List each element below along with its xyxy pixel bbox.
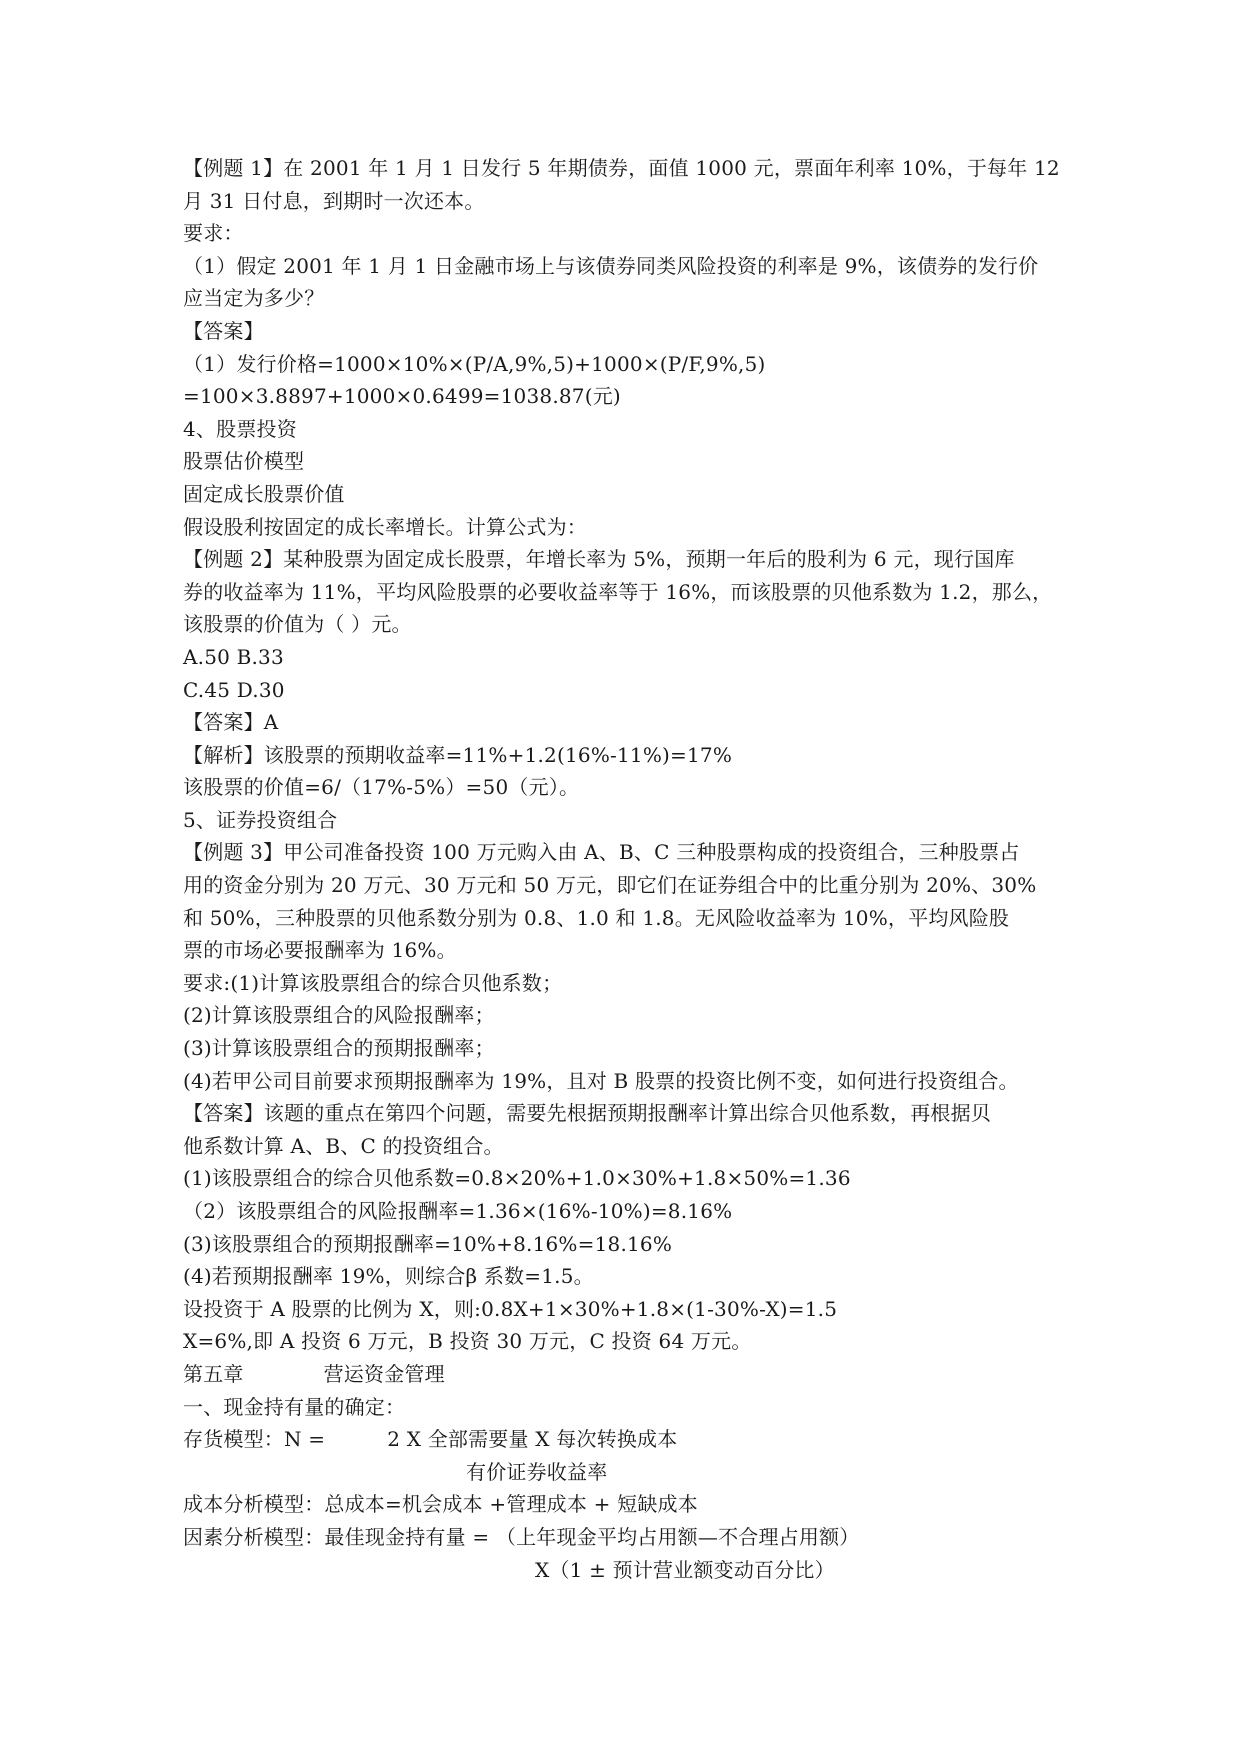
answer-3-equation: 设投资于 A 股票的比例为 X，则:0.8X+1×30%+1.8×(1-30%-X)=1.5 — [183, 1296, 838, 1321]
answer-3-line-1: 【答案】该题的重点在第四个问题，需要先根据预期报酬率计算出综合贝他系数，再根据贝 — [183, 1101, 991, 1126]
inventory-model-line — [183, 1423, 1063, 1456]
example-2-line-3: 该股票的价值为（ ）元。 — [183, 612, 412, 637]
section-cash-holding: 一、现金持有量的确定： — [183, 1394, 406, 1419]
inventory-model-denominator: 有价证券收益率 — [466, 1459, 608, 1484]
question-1-line-1: （1）假定 2001 年 1 月 1 日金融市场上与该债券同类风险投资的利率是 9%，该债券的发行价 — [183, 253, 1039, 278]
answer-3-step-3: (3)该股票组合的预期报酬率=10%+8.16%=18.16% — [183, 1231, 673, 1256]
section-portfolio: 5、证券投资组合 — [183, 807, 338, 832]
example-1-line-1: 【例题 1】在 2001 年 1 月 1 日发行 5 年期债券，面值 1000 元，票面年利率 10%，于每年 12 — [183, 156, 1060, 180]
options-ab: A.50 B.33 — [183, 644, 284, 669]
example-2-line-1: 【例题 2】某种股票为固定成长股票，年增长率为 5%，预期一年后的股利为 6 元，现行国库 — [183, 547, 1015, 572]
document-page — [183, 152, 1063, 1586]
analysis-2-line-1: 【解析】该股票的预期收益率=11%+1.2(16%-11%)=17% — [183, 742, 733, 767]
example-3-line-3: 和 50%，三种股票的贝他系数分别为 0.8、1.0 和 1.8。无风险收益率为 10%，平均风险股 — [183, 905, 1010, 930]
factor-model-line-1: 因素分析模型：最佳现金持有量 = （上年现金平均占用额—不合理占用额） — [183, 1524, 860, 1549]
answer-label: 【答案】 — [183, 318, 264, 343]
inventory-model-numerator: 2 X 全部需要量 X 每次转换成本 — [387, 1427, 678, 1452]
answer-3-step-4: (4)若预期报酬率 19%，则综合β 系数=1.5。 — [183, 1264, 594, 1289]
options-cd: C.45 D.30 — [183, 677, 285, 702]
stock-valuation-model: 股票估价模型 — [183, 449, 305, 474]
example-1-line-2: 月 31 日付息，到期时一次还本。 — [183, 188, 485, 213]
example-2-line-2: 券的收益率为 11%，平均风险股票的必要收益率等于 16%，而该股票的贝他系数为 1.2，那么， — [183, 579, 1053, 604]
inventory-model-label: 存货模型：N = — [183, 1427, 326, 1452]
requirement-3-1: 要求:(1)计算该股票组合的综合贝他系数； — [183, 970, 563, 995]
requirement-3-3: (3)计算该股票组合的预期报酬率； — [183, 1036, 495, 1061]
document-body — [183, 152, 1063, 1358]
example-3-line-2: 用的资金分别为 20 万元、30 万元和 50 万元，即它们在证券组合中的比重分别为 20%、30% — [183, 873, 1037, 898]
answer-3-step-2: （2）该股票组合的风险报酬率=1.36×(16%-10%)=8.16% — [183, 1199, 733, 1223]
answer-3-step-1: (1)该股票组合的综合贝他系数=0.8×20%+1.0×30%+1.8×50%=1.36 — [183, 1166, 851, 1191]
analysis-2-line-2: 该股票的价值=6/（17%-5%）=50（元）。 — [183, 775, 580, 800]
chapter-number: 第五章 — [183, 1361, 244, 1386]
answer-3-line-2: 他系数计算 A、B、C 的投资组合。 — [183, 1133, 504, 1158]
chapter-heading — [183, 1358, 1063, 1391]
chapter-title: 营运资金管理 — [323, 1361, 445, 1386]
answer-1-result: =100×3.8897+1000×0.6499=1038.87(元) — [183, 384, 621, 409]
example-3-line-1: 【例题 3】甲公司准备投资 100 万元购入由 A、B、C 三种股票构成的投资组合，三种股票占 — [183, 840, 1020, 865]
cost-analysis-model: 成本分析模型：总成本=机会成本 +管理成本 + 短缺成本 — [183, 1492, 698, 1517]
requirement-3-2: (2)计算该股票组合的风险报酬率； — [183, 1003, 495, 1028]
constant-growth-stock-value: 固定成长股票价值 — [183, 481, 345, 506]
section-stock-investment: 4、股票投资 — [183, 416, 297, 441]
answer-1-formula: （1）发行价格=1000×10%×(P/A,9%,5)+1000×(P/F,9%,5) — [183, 351, 766, 376]
growth-assumption: 假设股利按固定的成长率增长。计算公式为： — [183, 514, 587, 539]
answer-3-solution: X=6%,即 A 投资 6 万元，B 投资 30 万元，C 投资 64 万元。 — [183, 1329, 752, 1354]
requirement-3-4: (4)若甲公司目前要求预期报酬率为 19%，且对 B 股票的投资比例不变，如何进行投资组合。 — [183, 1068, 1019, 1093]
question-1-line-2: 应当定为多少？ — [183, 286, 325, 311]
answer-2: 【答案】A — [183, 710, 279, 735]
factor-model-line-2: X（1 ± 预计营业额变动百分比） — [535, 1557, 835, 1582]
example-3-line-4: 票的市场必要报酬率为 16%。 — [183, 938, 457, 963]
requirement-label: 要求： — [183, 221, 244, 246]
